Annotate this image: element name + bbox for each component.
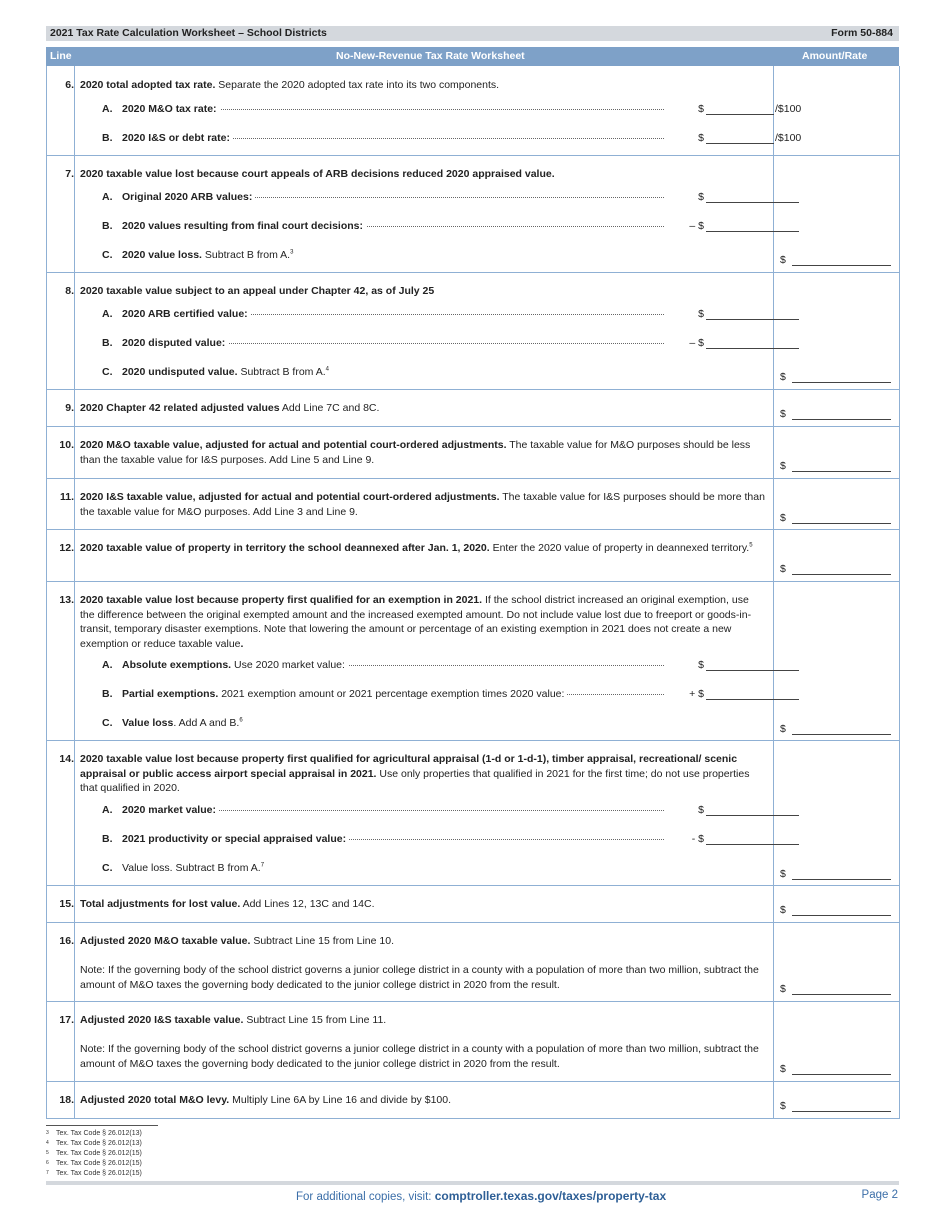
line-12-text: 2020 taxable value of property in territory the school deannexed after Jan. 1, 2020. Enter the 2020 value of property in deannexed territory.$^5$ — [80, 542, 753, 554]
line-7-row — [47, 155, 899, 273]
line-13-row — [47, 581, 899, 741]
line-13b: B. Partial exemptions. 2021 exemption amount or 2021 percentage exemption times 2020 value: + $ — [80, 687, 770, 701]
worksheet-table — [46, 66, 900, 1119]
line-9-amount[interactable]: $ — [780, 407, 895, 421]
line-15-text: Total adjustments for lost value. Add Lines 12, 13C and 14C. — [80, 898, 375, 910]
line-16-row — [47, 922, 899, 1002]
line-6b-input[interactable] — [706, 143, 774, 144]
line-8-row — [47, 272, 899, 390]
line-9-text: 2020 Chapter 42 related adjusted values Add Line 7C and 8C. — [80, 402, 380, 414]
line-number: 8. — [65, 285, 74, 297]
line-14-amount[interactable]: $ — [780, 867, 895, 881]
line-14b-input[interactable] — [706, 844, 799, 845]
line-7a: A. Original 2020 ARB values: $ — [80, 190, 770, 204]
line-14a-input[interactable] — [706, 815, 799, 816]
line-12-row — [47, 529, 899, 582]
line-17-amount[interactable]: $ — [780, 1062, 895, 1076]
line-number: 18. — [59, 1094, 74, 1106]
page-number: Page 2 — [861, 1189, 898, 1201]
form-number: Form 50-884 — [831, 27, 893, 39]
footer-url-link[interactable]: comptroller.texas.gov/taxes/property-tax — [434, 1189, 667, 1203]
line-6b: B. 2020 I&S or debt rate: $ /$100 — [102, 132, 802, 144]
line-6a: A. 2020 M&O tax rate: $ /$100 — [102, 103, 802, 115]
line-18-text: Adjusted 2020 total M&O levy. Multiply Line 6A by Line 16 and divide by $100. — [80, 1094, 452, 1106]
column-header-amount: Amount/Rate — [802, 50, 868, 62]
line-10-text: 2020 M&O taxable value, adjusted for actual and potential court-ordered adjustments. The taxable value for M&O purposes should be less than the taxable value for I&S purposes. Add Line 5 and Line 9. — [80, 439, 751, 466]
line-15-row — [47, 885, 899, 923]
line-14-text: 2020 taxable value lost because property first qualified for agricultural appraisal (1-d or 1-d-1), timber appraisal, recreational/ scenic appraisal or public access airport special appraisal in 2021. Use only properties that qualified in 2021 for the first time; do not use properties that qualified in 2020. — [80, 753, 750, 794]
line-6-text: 2020 total adopted tax rate. Separate the 2020 adopted tax rate into its two components. — [80, 79, 500, 91]
line-13-amount[interactable]: $ — [780, 722, 895, 736]
form-title-bar — [46, 26, 899, 41]
line-number: 10. — [59, 439, 74, 451]
line-8a-input[interactable] — [706, 319, 799, 320]
line-14a: A. 2020 market value: $ — [80, 803, 770, 817]
line-13b-input[interactable] — [706, 699, 799, 700]
line-11-text: 2020 I&S taxable value, adjusted for actual and potential court-ordered adjustments. The taxable value for I&S purposes should be more than the taxable value for M&O purposes. Add Line 3 and Line 9. — [80, 491, 765, 518]
line-6-row — [47, 66, 899, 156]
line-number: 12. — [59, 542, 74, 554]
line-10-row — [47, 426, 899, 479]
form-title: 2021 Tax Rate Calculation Worksheet – School Districts — [50, 27, 327, 39]
line-7-title: 2020 taxable value lost because court appeals of ARB decisions reduced 2020 appraised value. — [80, 168, 555, 180]
column-header-line: Line — [50, 50, 72, 62]
line-11-amount[interactable]: $ — [780, 511, 895, 525]
line-number: 16. — [59, 935, 74, 947]
line-16-text: Adjusted 2020 M&O taxable value. Subtract Line 15 from Line 10. — [80, 935, 394, 947]
line-18-amount[interactable]: $ — [780, 1099, 895, 1113]
line-9-row — [47, 389, 899, 427]
line-14-row — [47, 740, 899, 886]
line-number: 9. — [65, 402, 74, 414]
line-number: 17. — [59, 1014, 74, 1026]
line-7-amount[interactable]: $ — [780, 253, 895, 267]
table-header — [46, 47, 899, 66]
line-17-text: Adjusted 2020 I&S taxable value. Subtract Line 15 from Line 11. — [80, 1014, 387, 1026]
line-7c: C. 2020 value loss. Subtract B from A.$^3$ — [80, 248, 770, 262]
line-number: 13. — [59, 594, 74, 606]
line-8a: A. 2020 ARB certified value: $ — [80, 307, 770, 321]
line-13c: C. Value loss. Add A and B.$^6$ — [80, 716, 770, 730]
line-14c: C. Value loss. Subtract B from A.$^7$ — [80, 861, 770, 875]
line-number: 14. — [59, 753, 74, 765]
line-12-amount[interactable]: $ — [780, 562, 895, 576]
line-17-row — [47, 1001, 899, 1082]
line-6a-input[interactable] — [706, 114, 774, 115]
line-8-title: 2020 taxable value subject to an appeal under Chapter 42, as of July 25 — [80, 285, 435, 297]
line-13-text: 2020 taxable value lost because property first qualified for an exemption in 2021. If the school district increased an original exemption, use the difference between the original exempted amount and the increased exempted amount. Do not include value lost due to freeport or goods-in- transit, temporary disaster exemptions. Note that lowering the amount or percentage of an existing exemption in 2021 does not create a new exemption or reduce taxable value. — [80, 594, 752, 650]
line-10-amount[interactable]: $ — [780, 459, 895, 473]
line-number: 6. — [65, 79, 74, 91]
line-13a-input[interactable] — [706, 670, 799, 671]
line-8c: C. 2020 undisputed value. Subtract B from A.$^4$ — [80, 365, 770, 379]
column-header-worksheet: No-New-Revenue Tax Rate Worksheet — [336, 50, 525, 62]
line-number: 11. — [59, 491, 74, 503]
line-15-amount[interactable]: $ — [780, 903, 895, 917]
line-number: 15. — [59, 898, 74, 910]
line-7b-input[interactable] — [706, 231, 799, 232]
line-11-row — [47, 478, 899, 530]
footer-copies: For additional copies, visit: comptroller.texas.gov/taxes/property-tax — [296, 1189, 667, 1203]
line-16-amount[interactable]: $ — [780, 982, 895, 996]
line-17-note: Note: If the governing body of the school district governs a junior college district in a county with a population of more than two million, subtract the amount of M&O taxes the governing body dedicated to the junior college district in 2020 from the result. — [80, 1043, 759, 1070]
line-13a: A. Absolute exemptions. Use 2020 market value: $ — [80, 658, 770, 672]
line-7b: B. 2020 values resulting from final court decisions: – $ — [80, 219, 770, 233]
line-8b-input[interactable] — [706, 348, 799, 349]
line-number: 7. — [65, 168, 74, 180]
line-14b: B. 2021 productivity or special appraised value: - $ — [80, 832, 770, 846]
line-7a-input[interactable] — [706, 202, 799, 203]
line-18-row — [47, 1081, 899, 1118]
line-8b: B. 2020 disputed value: – $ — [80, 336, 770, 350]
line-16-note: Note: If the governing body of the school district governs a junior college district in a county with a population of more than two million, subtract the amount of M&O taxes the governing body dedicated to the junior college district in 2020 from the result. — [80, 964, 759, 991]
line-8-amount[interactable]: $ — [780, 370, 895, 384]
